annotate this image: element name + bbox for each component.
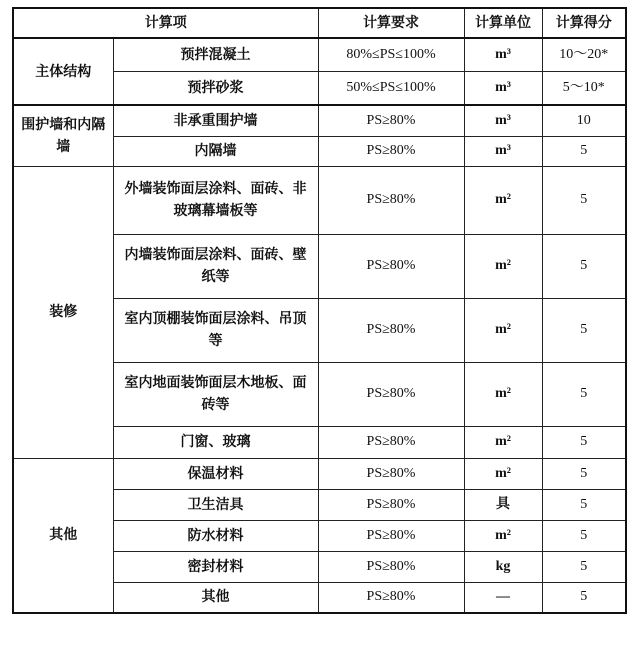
- requirement-cell: 50%≤PS≤100%: [318, 71, 464, 105]
- header-item: 计算项: [13, 8, 318, 38]
- score-cell: 5: [542, 298, 626, 362]
- requirement-cell: PS≥80%: [318, 166, 464, 234]
- score-cell: 10: [542, 105, 626, 136]
- item-cell: 防水材料: [113, 520, 318, 551]
- requirement-cell: PS≥80%: [318, 582, 464, 613]
- requirement-cell: PS≥80%: [318, 105, 464, 136]
- header-requirement: 计算要求: [318, 8, 464, 38]
- score-cell: 5: [542, 234, 626, 298]
- requirement-cell: 80%≤PS≤100%: [318, 38, 464, 71]
- unit-cell: m²: [464, 426, 542, 458]
- table-row: [13, 166, 626, 234]
- requirement-cell: PS≥80%: [318, 136, 464, 166]
- score-cell: 5: [542, 520, 626, 551]
- item-cell: 外墙装饰面层涂料、面砖、非玻璃幕墙板等: [113, 166, 318, 234]
- category-cell: 装修: [13, 166, 113, 458]
- table-row: [13, 105, 626, 136]
- item-cell: 保温材料: [113, 458, 318, 489]
- item-cell: 密封材料: [113, 551, 318, 582]
- item-cell: 室内顶棚装饰面层涂料、吊顶等: [113, 298, 318, 362]
- unit-cell: m³: [464, 105, 542, 136]
- unit-cell: m²: [464, 298, 542, 362]
- item-cell: 卫生洁具: [113, 489, 318, 520]
- score-cell: 5: [542, 136, 626, 166]
- requirement-cell: PS≥80%: [318, 489, 464, 520]
- item-cell: 内隔墙: [113, 136, 318, 166]
- item-cell: 预拌混凝土: [113, 38, 318, 71]
- score-cell: 5: [542, 458, 626, 489]
- category-cell: 其他: [13, 458, 113, 613]
- unit-cell: m³: [464, 38, 542, 71]
- score-cell: 5: [542, 426, 626, 458]
- unit-cell: kg: [464, 551, 542, 582]
- unit-cell: —: [464, 582, 542, 613]
- score-cell: 5: [542, 551, 626, 582]
- header-row: [13, 8, 626, 38]
- table-row: [13, 38, 626, 71]
- category-cell: 围护墙和内隔墙: [13, 105, 113, 166]
- score-cell: 10～20*: [542, 38, 626, 71]
- unit-cell: m³: [464, 71, 542, 105]
- item-cell: 预拌砂浆: [113, 71, 318, 105]
- unit-cell: 具: [464, 489, 542, 520]
- unit-cell: m²: [464, 520, 542, 551]
- score-cell: 5～10*: [542, 71, 626, 105]
- score-cell: 5: [542, 582, 626, 613]
- requirement-cell: PS≥80%: [318, 551, 464, 582]
- unit-cell: m²: [464, 234, 542, 298]
- unit-cell: m²: [464, 362, 542, 426]
- score-cell: 5: [542, 362, 626, 426]
- scoring-table: [12, 7, 627, 614]
- requirement-cell: PS≥80%: [318, 426, 464, 458]
- header-score: 计算得分: [542, 8, 626, 38]
- item-cell: 内墙装饰面层涂料、面砖、壁纸等: [113, 234, 318, 298]
- requirement-cell: PS≥80%: [318, 362, 464, 426]
- unit-cell: m³: [464, 136, 542, 166]
- item-cell: 室内地面装饰面层木地板、面砖等: [113, 362, 318, 426]
- unit-cell: m²: [464, 458, 542, 489]
- category-cell: 主体结构: [13, 38, 113, 105]
- header-unit: 计算单位: [464, 8, 542, 38]
- item-cell: 门窗、玻璃: [113, 426, 318, 458]
- score-cell: 5: [542, 489, 626, 520]
- requirement-cell: PS≥80%: [318, 298, 464, 362]
- unit-cell: m²: [464, 166, 542, 234]
- requirement-cell: PS≥80%: [318, 520, 464, 551]
- requirement-cell: PS≥80%: [318, 458, 464, 489]
- item-cell: 非承重围护墙: [113, 105, 318, 136]
- score-cell: 5: [542, 166, 626, 234]
- item-cell: 其他: [113, 582, 318, 613]
- table-row: [13, 458, 626, 489]
- requirement-cell: PS≥80%: [318, 234, 464, 298]
